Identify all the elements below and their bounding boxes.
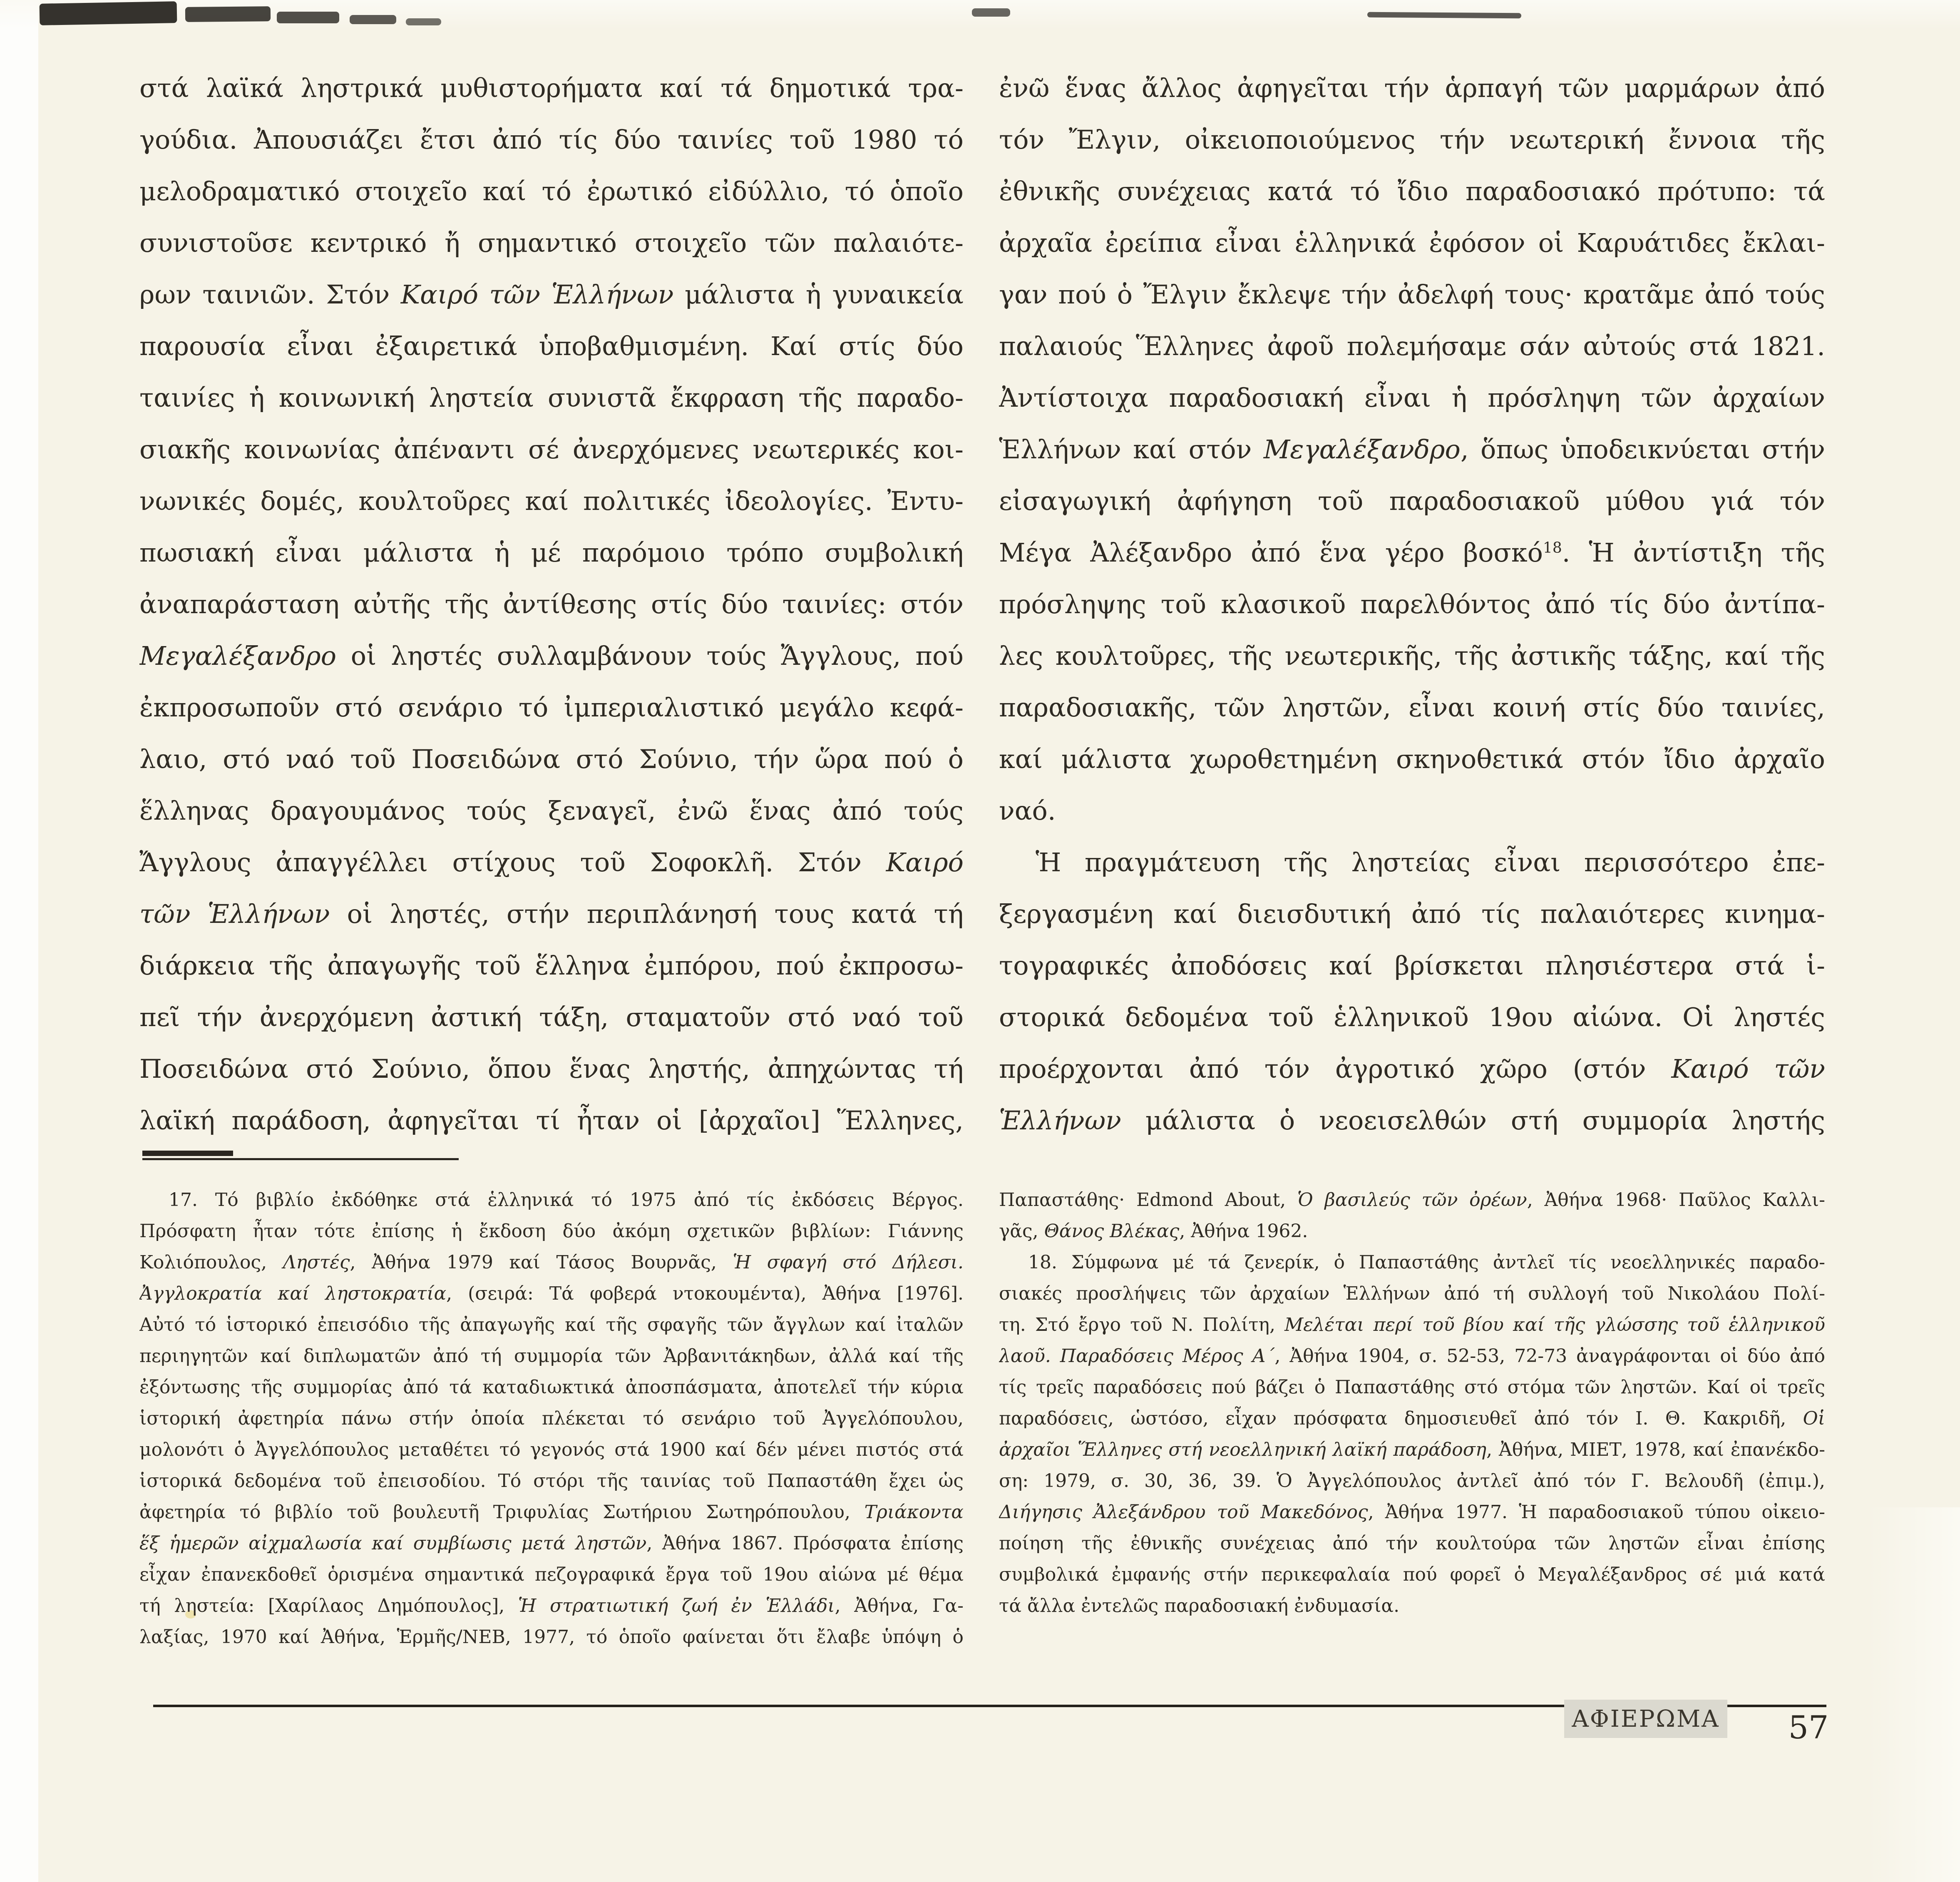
footnote-line: συμβολικά ἐμφανής στήν περικεφαλαία πού φορεῖ ὁ Μεγαλέξανδρος σέ μιά κατά — [999, 1564, 1825, 1585]
scan-edge-left — [0, 0, 38, 1882]
footnote-line: 18. Σύμφωνα μέ τά ζενερίκ, ὁ Παπαστάθης ἀντλεῖ τίς νεοελληνικές παραδο- — [1028, 1252, 1825, 1273]
text-line: προέρχονται ἀπό τόν ἀγροτικό χῶρο (στόν Καιρό τῶν — [999, 1054, 1825, 1084]
text-line: διάρκεια τῆς ἀπαγωγῆς τοῦ ἕλληνα ἐμπόρου, πού ἐκπροσω- — [139, 950, 964, 981]
footnote-column-right — [999, 1184, 1825, 1621]
body-column-right — [999, 62, 1825, 1146]
scan-artifact — [972, 8, 1010, 17]
text-line: λες κουλτοῦρες, τῆς νεωτερικῆς, τῆς ἀστικῆς τάξης, καί τῆς — [999, 641, 1825, 671]
scan-edge-right — [1868, 1507, 1960, 1882]
text-line: τόν Ἔλγιν, οἰκειοποιούμενος τήν νεωτερική ἔννοια τῆς — [999, 124, 1825, 155]
text-line: γούδια. Ἀπουσιάζει ἔτσι ἀπό τίς δύο ταινίες τοῦ 1980 τό — [139, 124, 964, 155]
text-line: ἀρχαῖα ἐρείπια εἶναι ἑλληνικά ἐφόσον οἱ Καρυάτιδες ἔκλαι- — [999, 228, 1825, 258]
text-line: ταινίες ἡ κοινωνική ληστεία συνιστᾶ ἔκφραση τῆς παραδο- — [139, 383, 964, 413]
text-line: ἀναπαράσταση αὐτῆς τῆς ἀντίθεσης στίς δύο ταινίες: στόν — [139, 589, 964, 619]
footnote-line: Πρόσφατη ἦταν τότε ἐπίσης ἡ ἔκδοση δύο ἀκόμη σχετικῶν βιβλίων: Γιάννης — [139, 1221, 964, 1242]
text-line: Μεγαλέξανδρο οἱ ληστές συλλαμβάνουν τούς Ἄγγλους, πού — [139, 641, 964, 671]
text-line: ἐθνικῆς συνέχειας κατά τό ἴδιο παραδοσιακό πρότυπο: τά — [999, 176, 1825, 206]
footnote-line: Κολιόπουλος, Ληστές, Ἀθήνα 1979 καί Τάσος Βουρνᾶς, Ἡ σφαγή στό Δήλεσι. — [139, 1252, 964, 1273]
scan-artifact — [1367, 12, 1521, 19]
body-column-left — [139, 62, 964, 1146]
footnote-line: ση: 1979, σ. 30, 36, 39. Ὁ Ἀγγελόπουλος ἀντλεῖ ἀπό τόν Γ. Βελουδῆ (ἐπιμ.), — [999, 1470, 1825, 1492]
text-line: ναό. — [999, 796, 1056, 826]
footnote-line: Ἀγγλοκρατία καί ληστοκρατία, (σειρά: Τά φοβερά ντοκουμέντα), Ἀθήνα [1976]. — [139, 1283, 964, 1304]
text-line: παραδοσιακῆς, τῶν ληστῶν, εἶναι κοινή στίς δύο ταινίες, — [999, 692, 1825, 723]
footnote-separator-bar — [142, 1151, 233, 1156]
footnote-line: γᾶς, Θάνος Βλέκας, Ἀθήνα 1962. — [999, 1221, 1308, 1242]
text-line: Μέγα Ἀλέξανδρο ἀπό ἕνα γέρο βοσκό$^{18}$. Ἡ ἀντίστιξη τῆς — [999, 537, 1825, 568]
footnote-separator-rule — [142, 1158, 459, 1160]
scan-artifact — [277, 12, 339, 23]
footnote-line: ἀρχαῖοι Ἕλληνες στή νεοελληνική λαϊκή παράδοση, Ἀθήνα, ΜΙΕΤ, 1978, καί ἐπανέκδο- — [999, 1439, 1825, 1460]
text-line: Ἄγγλους ἀπαγγέλλει στίχους τοῦ Σοφοκλῆ. Στόν Καιρό — [139, 847, 964, 878]
text-line: γαν πού ὁ Ἔλγιν ἔκλεψε τήν ἀδελφή τους· κρατᾶμε ἀπό τούς — [999, 279, 1825, 310]
footnote-line: περιηγητῶν καί διπλωματῶν ἀπό τή συμμορία τῶν Ἀρβανιτάκηδων, ἀλλά καί τῆς — [139, 1345, 964, 1367]
page-number: 57 — [1788, 1709, 1829, 1746]
footnote-line: ἐξόντωσης τῆς συμμορίας ἀπό τά καταδιωκτικά ἀποσπάσματα, ἀποτελεῖ τήν κύρια — [139, 1377, 964, 1398]
footnote-line: Παπαστάθης· Edmond About, Ὁ βασιλεύς τῶν ὀρέων, Ἀθήνα 1968· Παῦλος Καλλι- — [999, 1189, 1825, 1211]
footnote-line: 17. Τό βιβλίο ἐκδόθηκε στά ἑλληνικά τό 1975 ἀπό τίς ἐκδόσεις Βέργος. — [169, 1189, 964, 1211]
footnote-line: σιακές προσλήψεις τῶν ἀρχαίων Ἑλλήνων ἀπό τή συλλογή τοῦ Νικολάου Πολί- — [999, 1283, 1825, 1304]
footnote-line: ἀφετηρία τό βιβλίο τοῦ βουλευτῆ Τριφυλίας Σωτήριου Σωτηρόπουλου, Τριάκοντα — [139, 1502, 964, 1523]
text-line: νωνικές δομές, κουλτοῦρες καί πολιτικές ἰδεολογίες. Ἐντυ- — [139, 486, 964, 516]
footnote-line: λαοῦ. Παραδόσεις Μέρος Α΄, Ἀθήνα 1904, σ. 52-53, 72-73 ἀναγράφονται οἱ δύο ἀπό — [999, 1345, 1825, 1367]
text-line: εἰσαγωγική ἀφήγηση τοῦ παραδοσιακοῦ μύθου γιά τόν — [999, 486, 1825, 516]
text-line: πρόσληψης τοῦ κλασικοῦ παρελθόντος ἀπό τίς δύο ἀντίπα- — [999, 589, 1825, 619]
text-line: Ἡ πραγμάτευση τῆς ληστείας εἶναι περισσότερο ἐπε- — [1036, 847, 1825, 878]
text-line: Ποσειδώνα στό Σούνιο, ὅπου ἕνας ληστής, ἀπηχώντας τή — [139, 1054, 964, 1084]
text-line: στορικά δεδομένα τοῦ ἑλληνικοῦ 19ου αἰώνα. Οἱ ληστές — [999, 1002, 1825, 1032]
text-line: τογραφικές ἀποδόσεις καί βρίσκεται πλησιέστερα στά ἱ- — [999, 950, 1825, 981]
text-line: ρων ταινιῶν. Στόν Καιρό τῶν Ἑλλήνων μάλιστα ἡ γυναικεία — [139, 279, 964, 310]
scan-artifact — [406, 18, 441, 25]
footnote-line: ποίηση τῆς ἐθνικῆς συνέχειας ἀπό τήν κουλτούρα τῶν ληστῶν εἶναι ἐπίσης — [999, 1533, 1825, 1554]
footnote-line: ἱστορικά δεδομένα τοῦ ἐπεισοδίου. Τό στόρι τῆς ταινίας τοῦ Παπαστάθη ἔχει ὡς — [139, 1470, 964, 1492]
text-line: τῶν Ἑλλήνων οἱ ληστές, στήν περιπλάνησή τους κατά τή — [139, 899, 964, 929]
text-line: ξεργασμένη καί διεισδυτική ἀπό τίς παλαιότερες κινημα- — [999, 899, 1825, 929]
section-badge — [1564, 1700, 1727, 1738]
text-line: μελοδραματικό στοιχεῖο καί τό ἐρωτικό εἰδύλλιο, τό ὁποῖο — [139, 176, 964, 206]
text-line: Ἀντίστοιχα παραδοσιακή εἶναι ἡ πρόσληψη τῶν ἀρχαίων — [999, 383, 1825, 413]
section-label: ΑΦΙΕΡΩΜΑ — [1572, 1705, 1720, 1733]
scan-artifact — [40, 1, 177, 25]
scan-artifact — [185, 6, 271, 22]
text-line: καί μάλιστα χωροθετημένη σκηνοθετικά στόν ἴδιο ἀρχαῖο — [999, 744, 1825, 774]
text-line: ἕλληνας δραγουμάνος τούς ξεναγεῖ, ἐνῶ ἕνας ἀπό τούς — [139, 796, 964, 826]
text-line: παλαιούς Ἕλληνες ἀφοῦ πολεμήσαμε σάν αὐτούς στά 1821. — [999, 331, 1825, 361]
footnote-line: τή ληστεία: [Χαρίλαος Δημόπουλος], Ἡ στρατιωτική ζωή ἐν Ἑλλάδι, Ἀθήνα, Γα- — [139, 1595, 964, 1616]
footnote-line: ἱστορική ἀφετηρία πάνω στήν ὁποία πλέκεται τό σενάριο τοῦ Ἀγγελόπουλου, — [139, 1408, 964, 1429]
scan-artifact — [350, 15, 396, 24]
footnote-line: μολονότι ὁ Ἀγγελόπουλος μεταθέτει τό γεγονός στά 1900 καί δέν μένει πιστός στά — [139, 1439, 964, 1460]
text-line: λαιο, στό ναό τοῦ Ποσειδώνα στό Σούνιο, τήν ὥρα πού ὁ — [139, 744, 964, 774]
text-line: Ἑλλήνων καί στόν Μεγαλέξανδρο, ὅπως ὑποδεικνύεται στήν — [999, 434, 1825, 465]
footnote-line: λαξίας, 1970 καί Ἀθήνα, Ἑρμῆς/ΝΕΒ, 1977, τό ὁποῖο φαίνεται ὅτι ἔλαβε ὑπόψη ὁ — [139, 1626, 964, 1648]
footnote-line: ἕξ ἡμερῶν αἰχμαλωσία καί συμβίωσις μετά ληστῶν, Ἀθήνα 1867. Πρόσφατα ἐπίσης — [139, 1533, 964, 1554]
text-line: ἐκπροσωποῦν στό σενάριο τό ἰμπεριαλιστικό μεγάλο κεφά- — [139, 692, 964, 723]
footnote-line: παραδόσεις, ὡστόσο, εἶχαν πρόσφατα δημοσιευθεῖ ἀπό τόν Ι. Θ. Κακριδῆ, Οἱ — [999, 1408, 1825, 1429]
text-line: παρουσία εἶναι ἐξαιρετικά ὑποβαθμισμένη. Καί στίς δύο — [139, 331, 964, 361]
footnote-line: τίς τρεῖς παραδόσεις πού βάζει ὁ Παπαστάθης στό στόμα τῶν ληστῶν. Καί οἱ τρεῖς — [999, 1377, 1825, 1398]
footnote-line: εἶχαν ἐπανεκδοθεῖ ὁρισμένα σημαντικά πεζογραφικά ἔργα τοῦ 19ου αἰώνα μέ θέμα — [139, 1564, 964, 1585]
text-line: στά λαϊκά ληστρικά μυθιστορήματα καί τά δημοτικά τρα- — [139, 73, 964, 103]
text-line: πεῖ τήν ἀνερχόμενη ἀστική τάξη, σταματοῦν στό ναό τοῦ — [139, 1002, 964, 1032]
footnote-line: τά ἄλλα ἐντελῶς παραδοσιακή ἐνδυμασία. — [999, 1595, 1400, 1616]
text-line: συνιστοῦσε κεντρικό ἤ σημαντικό στοιχεῖο τῶν παλαιότε- — [139, 228, 964, 258]
footnote-line: Αὐτό τό ἱστορικό ἐπεισόδιο τῆς ἀπαγωγῆς καί τῆς σφαγῆς τῶν ἄγγλων καί ἰταλῶν — [139, 1314, 964, 1335]
footnote-column-left — [139, 1184, 964, 1653]
footnote-line: Διήγησις Ἀλεξάνδρου τοῦ Μακεδόνος, Ἀθήνα 1977. Ἡ παραδοσιακοῦ τύπου οἰκειο- — [999, 1502, 1825, 1523]
text-line: λαϊκή παράδοση, ἀφηγεῖται τί ἦταν οἱ [ἀρχαῖοι] Ἕλληνες, — [139, 1105, 964, 1136]
text-line: ἐνῶ ἕνας ἄλλος ἀφηγεῖται τήν ἁρπαγή τῶν μαρμάρων ἀπό — [999, 73, 1825, 103]
text-line: πωσιακή εἶναι μάλιστα ἡ μέ παρόμοιο τρόπο συμβολική — [139, 537, 964, 568]
text-line: σιακῆς κοινωνίας ἀπέναντι σέ ἀνερχόμενες νεωτερικές κοι- — [139, 434, 964, 465]
footnote-line: τη. Στό ἔργο τοῦ Ν. Πολίτη, Μελέται περί τοῦ βίου καί τῆς γλώσσης τοῦ ἑλληνικοῦ — [999, 1314, 1825, 1335]
text-line: Ἑλλήνων μάλιστα ὁ νεοεισελθών στή συμμορία ληστής — [999, 1105, 1825, 1136]
